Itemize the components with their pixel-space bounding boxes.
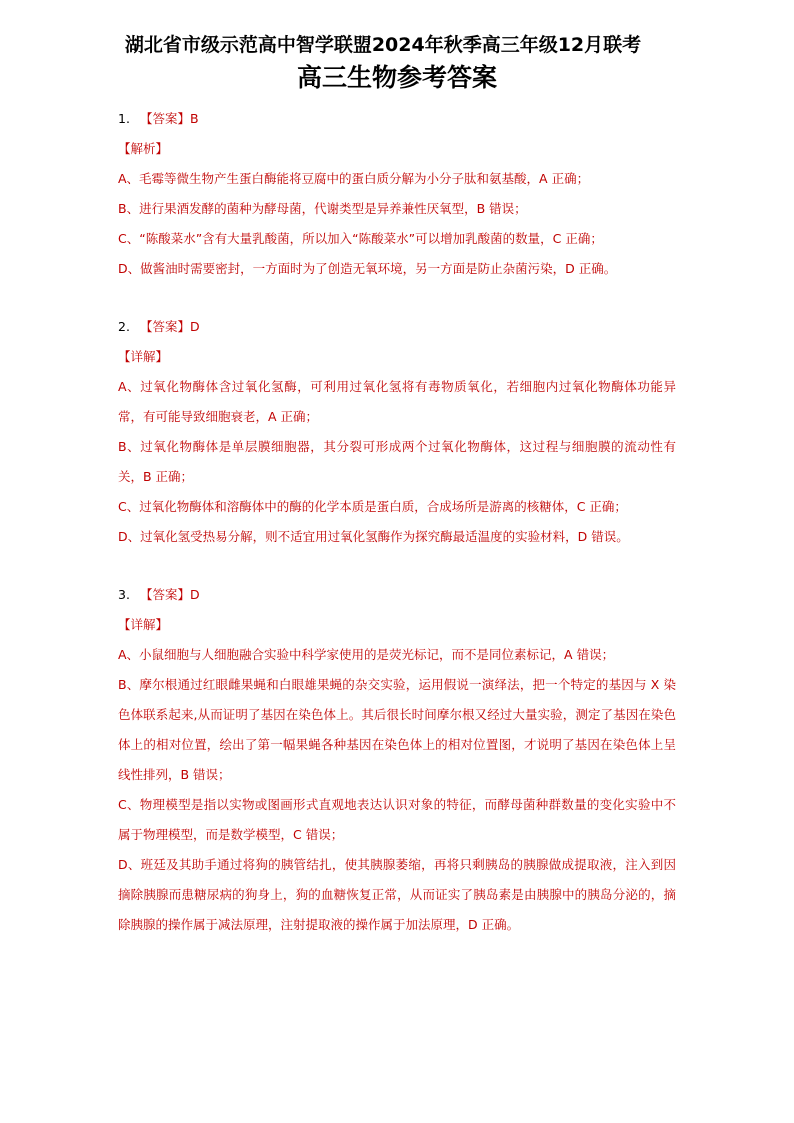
analysis-paragraph: C、物理模型是指以实物或图画形式直观地表达认识对象的特征，而酵母菌种群数量的变化实验中不属于物理模型，而是数学模型，C 错误； xyxy=(118,797,676,842)
question-number: 3. xyxy=(118,587,130,602)
analysis-paragraph: A、小鼠细胞与人细胞融合实验中科学家使用的是荧光标记，而不是同位素标记，A 错误； xyxy=(118,647,615,662)
analysis-paragraph: D、做酱油时需要密封，一方面时为了创造无氧环境，另一方面是防止杂菌污染，D 正确。 xyxy=(118,261,617,276)
analysis-paragraph: B、过氧化物酶体是单层膜细胞器，其分裂可形成两个过氧化物酶体，这过程与细胞膜的流动性有关，B 正确； xyxy=(118,439,676,484)
analysis-paragraph: B、摩尔根通过红眼雌果蝇和白眼雄果蝇的杂交实验，运用假说一演绎法，把一个特定的基因与 X 染色体联系起来,从而证明了基因在染色体上。其后很长时间摩尔根又经过大量实验，测定了基因在染色体上的相对位置，绘出了第一幅果蝇各种基因在染色体上的相对位置图，才说明了基因在染色体上呈线性排列，B 错误； xyxy=(118,677,676,782)
question-3 xyxy=(118,580,676,940)
analysis-paragraph: B、进行果酒发酵的菌种为酵母菌，代谢类型是异养兼性厌氧型，B 错误； xyxy=(118,201,527,216)
question-2 xyxy=(118,312,676,552)
question-answer-line xyxy=(118,580,676,610)
analysis-label: 【详解】 xyxy=(118,349,169,364)
page-subtitle: 高三生物参考答案 xyxy=(296,63,497,92)
analysis-paragraph: C、“陈酸菜水”含有大量乳酸菌，所以加入“陈酸菜水”可以增加乳酸菌的数量，C 正确； xyxy=(118,231,603,246)
page-title: 湖北省市级示范高中智学联盟2024年秋季高三年级12月联考 xyxy=(124,34,642,56)
answer-label: 【答案】D xyxy=(140,319,200,334)
analysis-label: 【详解】 xyxy=(118,617,169,632)
analysis-paragraph: D、班廷及其助手通过将狗的胰管结扎，使其胰腺萎缩，再将只剩胰岛的胰腺做成提取液，注入到因摘除胰腺而患糖尿病的狗身上，狗的血糖恢复正常，从而证实了胰岛素是由胰腺中的胰岛分泌的，摘除胰腺的操作属于减法原理，注射提取液的操作属于加法原理，D 正确。 xyxy=(118,857,676,932)
question-1 xyxy=(118,104,676,284)
question-number: 2. xyxy=(118,319,130,334)
analysis-paragraph: A、过氧化物酶体含过氧化氢酶，可利用过氧化氢将有毒物质氧化，若细胞内过氧化物酶体功能异常，有可能导致细胞衰老，A 正确； xyxy=(118,379,676,424)
analysis-paragraph: C、过氧化物酶体和溶酶体中的酶的化学本质是蛋白质，合成场所是游离的核糖体，C 正确； xyxy=(118,499,627,514)
analysis-paragraph: A、毛霉等微生物产生蛋白酶能将豆腐中的蛋白质分解为小分子肽和氨基酸，A 正确； xyxy=(118,171,590,186)
question-answer-line xyxy=(118,312,676,342)
analysis-label: 【解析】 xyxy=(118,141,169,156)
answer-label: 【答案】D xyxy=(140,587,200,602)
question-answer-line xyxy=(118,104,676,134)
answer-label: 【答案】B xyxy=(140,111,199,126)
question-number: 1. xyxy=(118,111,130,126)
analysis-paragraph: D、过氧化氢受热易分解，则不适宜用过氧化氢酶作为探究酶最适温度的实验材料，D 错误。 xyxy=(118,529,629,544)
